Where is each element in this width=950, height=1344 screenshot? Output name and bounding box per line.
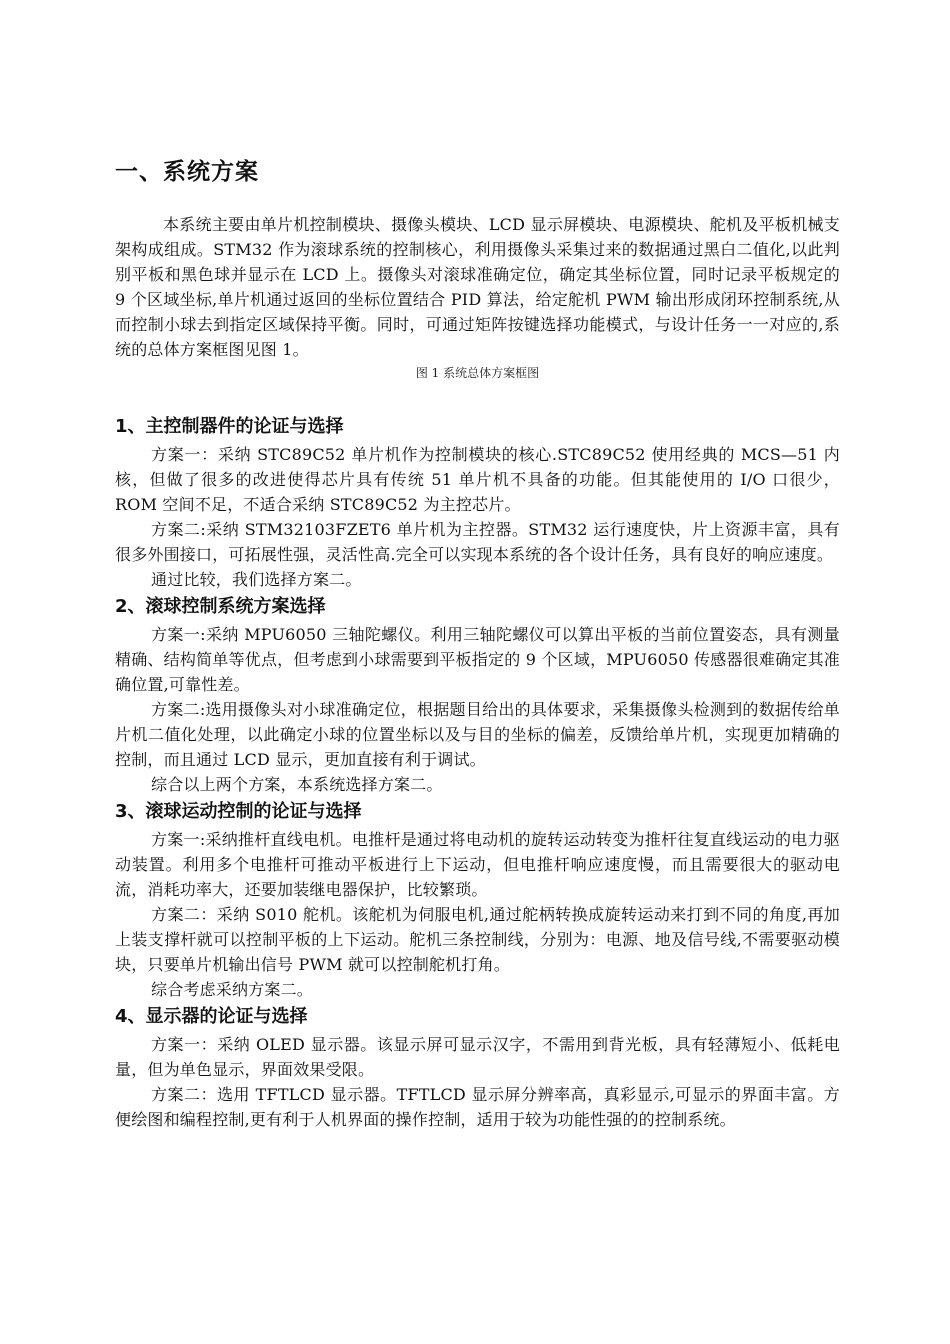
paragraph: 方案一：采纳 STC89C52 单片机作为控制模块的核心.STC89C52 使用经典的 MCS—51 内核，但做了很多的改进使得芯片具有传统 51 单片机不具备的功能。但其能使用的 I/O 口很少，ROM 空间不足，不适合采纳 STC89C52 为主控芯片。: [115, 445, 840, 514]
document-body: [115, 150, 840, 1132]
subsection-title: 3、滚球运动控制的论证与选择: [115, 801, 362, 822]
paragraph: 方案一:采纳推杆直线电机。电推杆是通过将电动机的旋转运动转变为推杆往复直线运动的电力驱动装置。利用多个电推杆可推动平板进行上下运动，但电推杆响应速度慢，而且需要很大的驱动电流，消耗功率大，还要加装继电器保护，比较繁琐。: [115, 830, 840, 899]
paragraph: 方案二：选用 TFTLCD 显示器。TFTLCD 显示屏分辨率高，真彩显示,可显示的界面丰富。方便绘图和编程控制,更有利于人机界面的操作控制，适用于较为功能性强的的控制系统。: [115, 1085, 840, 1129]
paragraph: 方案一:采纳 MPU6050 三轴陀螺仪。利用三轴陀螺仪可以算出平板的当前位置姿态，具有测量精确、结构简单等优点，但考虑到小球需要到平板指定的 9 个区域，MPU6050 传感器很难确定其准确位置,可靠性差。: [115, 625, 840, 694]
paragraph: 综合以上两个方案，本系统选择方案二。: [151, 775, 443, 794]
intro-paragraph: 本系统主要由单片机控制模块、摄像头模块、LCD 显示屏模块、电源模块、舵机及平板机械支架构成组成。STM32 作为滚球系统的控制核心，利用摄像头采集过来的数据通过黑白二值化,以此判别平板和黑色球并显示在 LCD 上。摄像头对滚球准确定位，确定其坐标位置，同时记录平板规定的 9 个区域坐标,单片机通过返回的坐标位置结合 PID 算法，给定舵机 PWM 输出形成闭环控制系统,从而控制小球去到指定区域保持平衡。同时，可通过矩阵按键选择功能模式，与设计任务一一对应的,系统的总体方案框图见图 1。: [115, 215, 840, 359]
paragraph: 方案二:选用摄像头对小球准确定位，根据题目给出的具体要求，采集摄像头检测到的数据传给单片机二值化处理，以此确定小球的位置坐标以及与目的坐标的偏差，反馈给单片机，实现更加精确的控制，而且通过 LCD 显示，更加直接有利于调试。: [115, 700, 840, 769]
subsection-1: [115, 412, 840, 592]
paragraph: 方案二:采纳 STM32103FZET6 单片机为主控器。STM32 运行速度快，片上资源丰富，具有很多外围接口，可拓展性强，灵活性高.完全可以实现本系统的各个设计任务，具有良好的响应速度。: [115, 520, 840, 564]
paragraph: 通过比较，我们选择方案二。: [151, 570, 362, 589]
figure-caption: 图 1 系统总体方案框图: [415, 366, 540, 380]
paragraph: 方案二：采纳 S010 舵机。该舵机为伺服电机,通过舵柄转换成旋转运动来打到不同的角度,再加上装支撑杆就可以控制平板的上下运动。舵机三条控制线，分别为：电源、地及信号线,不需要驱动模块，只要单片机输出信号 PWM 就可以控制舵机打角。: [115, 905, 840, 974]
subsection-3: [115, 797, 840, 1002]
paragraph: 方案一：采纳 OLED 显示器。该显示屏可显示汉字，不需用到背光板，具有轻薄短小、低耗电量，但为单色显示，界面效果受限。: [115, 1035, 840, 1079]
subsection-title: 2、滚球控制系统方案选择: [115, 596, 326, 617]
subsection-title: 4、显示器的论证与选择: [115, 1006, 308, 1027]
subsection-4: [115, 1002, 840, 1132]
section-title: 一、系统方案: [115, 159, 259, 185]
paragraph: 综合考虑采纳方案二。: [151, 980, 314, 999]
subsection-2: [115, 592, 840, 797]
subsection-title: 1、主控制器件的论证与选择: [115, 416, 344, 437]
